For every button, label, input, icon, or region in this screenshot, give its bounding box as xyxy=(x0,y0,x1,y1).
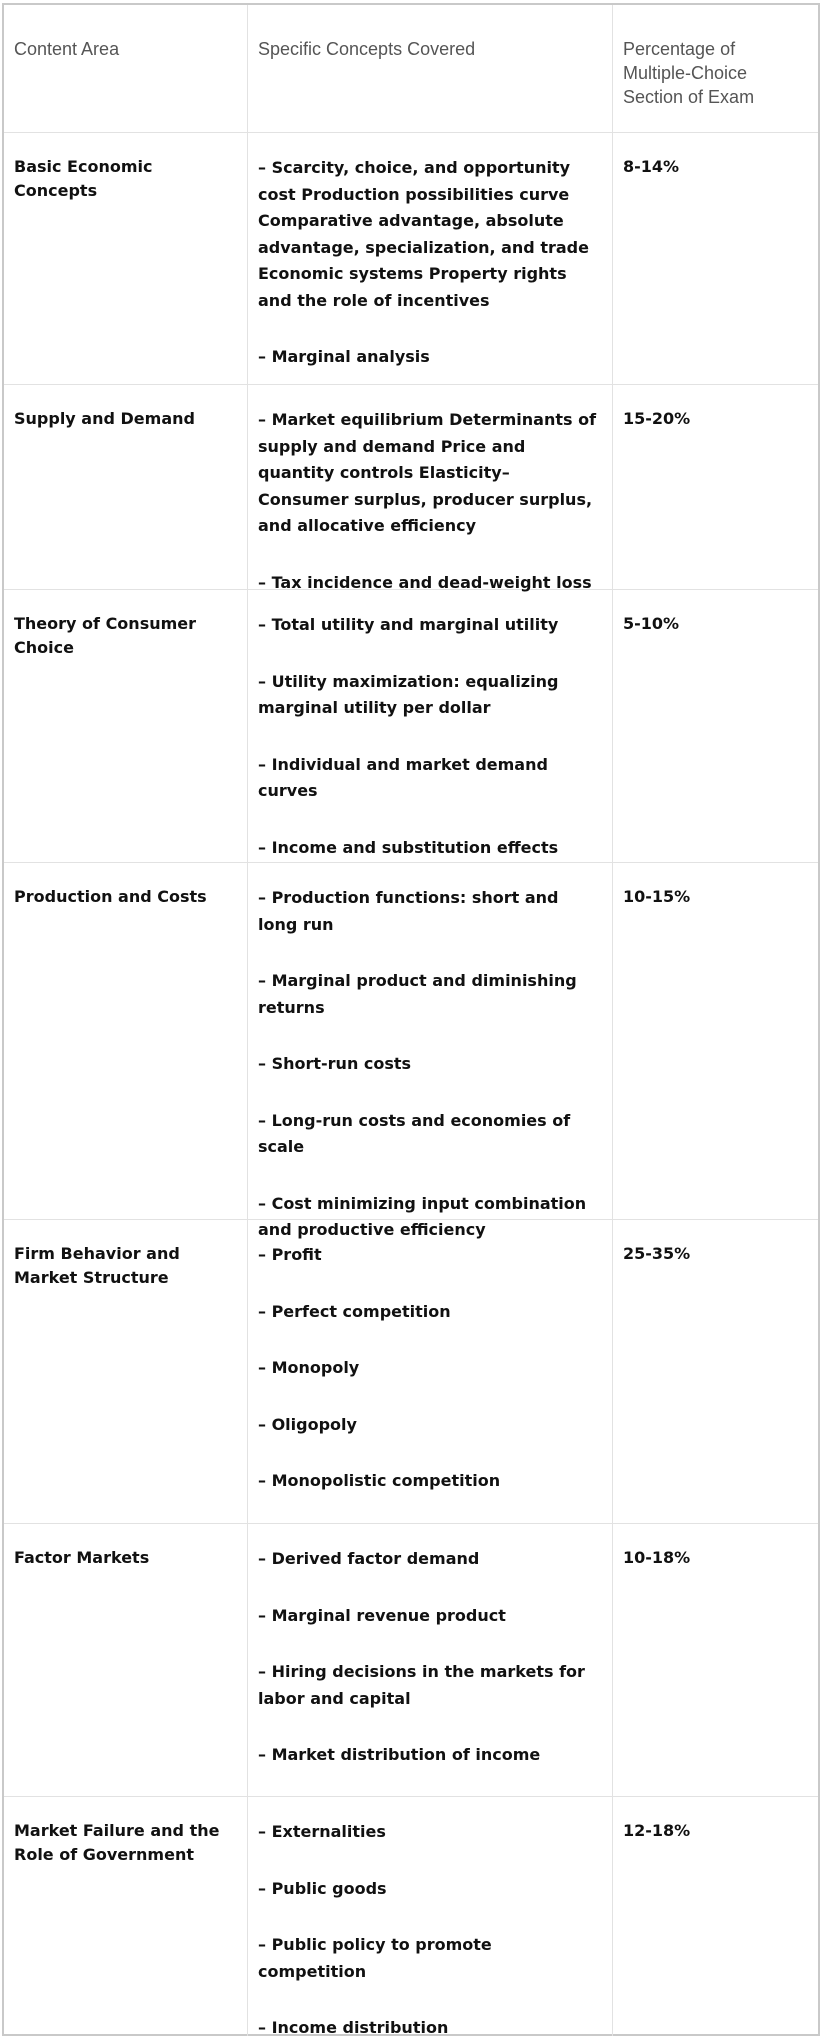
table-row xyxy=(4,590,818,863)
concepts-cell xyxy=(248,133,613,384)
concept-item: – Total utility and marginal utility xyxy=(258,615,559,634)
concept-item: – Oligopoly xyxy=(258,1414,357,1434)
concept-item: – Utility maximization: equalizing marginal utility per dollar xyxy=(258,671,559,717)
exam-content-table xyxy=(2,3,820,2036)
concepts-cell xyxy=(248,385,613,592)
header-content-area: Content Area xyxy=(4,5,248,132)
concept-item: – Market equilibrium Determinants of supply and demand Price and quantity controls Elasticity– Consumer surplus, producer surplus, and allocative efficiency xyxy=(258,410,597,535)
table-row xyxy=(4,1220,818,1524)
concepts-cell xyxy=(248,590,613,862)
concept-item: – Marginal revenue product xyxy=(258,1605,506,1625)
concept-item: – Long-run costs and economies of scale xyxy=(258,1110,571,1156)
concept-item: – Monopoly xyxy=(258,1358,360,1377)
concept-item: – Tax incidence and dead-weight loss xyxy=(258,572,592,592)
table-row xyxy=(4,1797,818,2036)
percentage-cell: 15-20% xyxy=(623,409,691,428)
concept-item: – Public policy to promote competition xyxy=(258,1935,492,1981)
percentage-cell: 25-35% xyxy=(623,1244,691,1263)
concept-item: – Cost minimizing input combination and productive efficiency xyxy=(258,1193,587,1239)
table-row xyxy=(4,1524,818,1797)
content-area-cell: Market Failure and the Role of Government xyxy=(4,1797,248,2036)
concept-item: – Public goods xyxy=(258,1878,387,1898)
concept-item: – Market distribution of income xyxy=(258,1745,541,1764)
concepts-cell xyxy=(248,1797,613,2036)
percentage-cell: 10-15% xyxy=(623,887,691,906)
concepts-cell xyxy=(248,863,613,1239)
concepts-cell xyxy=(248,1220,613,1523)
concept-item: – Scarcity, choice, and opportunity cost Production possibilities curve Comparative advantage, absolute advantage, specialization, and trade Economic systems Property rights and the role of incentives xyxy=(258,158,589,310)
header-specific-concepts: Specific Concepts Covered xyxy=(248,5,613,132)
concept-item: – Perfect competition xyxy=(258,1301,451,1321)
content-area-cell: Firm Behavior and Market Structure xyxy=(4,1220,248,1523)
concept-item: – Externalities xyxy=(258,1822,386,1841)
content-area-cell: Factor Markets xyxy=(4,1524,248,1796)
table-row xyxy=(4,863,818,1239)
concept-item: – Hiring decisions in the markets for labor and capital xyxy=(258,1662,585,1708)
concept-item: – Individual and market demand curves xyxy=(258,754,548,800)
content-area-cell: Basic Economic Concepts xyxy=(4,133,248,384)
table-row xyxy=(4,385,818,590)
percentage-cell: 10-18% xyxy=(623,1548,691,1567)
content-area-cell: Production and Costs xyxy=(4,863,248,1219)
table-header-row xyxy=(4,5,818,133)
concept-item: – Monopolistic competition xyxy=(258,1471,501,1490)
content-area-cell: Theory of Consumer Choice xyxy=(4,590,248,862)
concept-item: – Marginal product and diminishing returns xyxy=(258,971,577,1017)
percentage-cell: 12-18% xyxy=(623,1821,691,1840)
table-row xyxy=(4,133,818,385)
concept-item: – Income and substitution effects xyxy=(258,837,559,857)
concept-item: – Marginal analysis xyxy=(258,347,430,366)
percentage-cell: 8-14% xyxy=(623,157,680,176)
percentage-cell: 5-10% xyxy=(623,614,680,633)
header-percentage: Percentage of Multiple-Choice Section of Exam xyxy=(623,39,755,107)
concept-item: – Profit xyxy=(258,1245,322,1264)
concept-item: – Income distribution xyxy=(258,2018,449,2037)
concept-item: – Short-run costs xyxy=(258,1054,412,1073)
concepts-cell xyxy=(248,1524,613,1796)
concept-item: – Derived factor demand xyxy=(258,1549,480,1568)
concept-item: – Production functions: short and long run xyxy=(258,888,559,934)
content-area-cell: Supply and Demand xyxy=(4,385,248,589)
